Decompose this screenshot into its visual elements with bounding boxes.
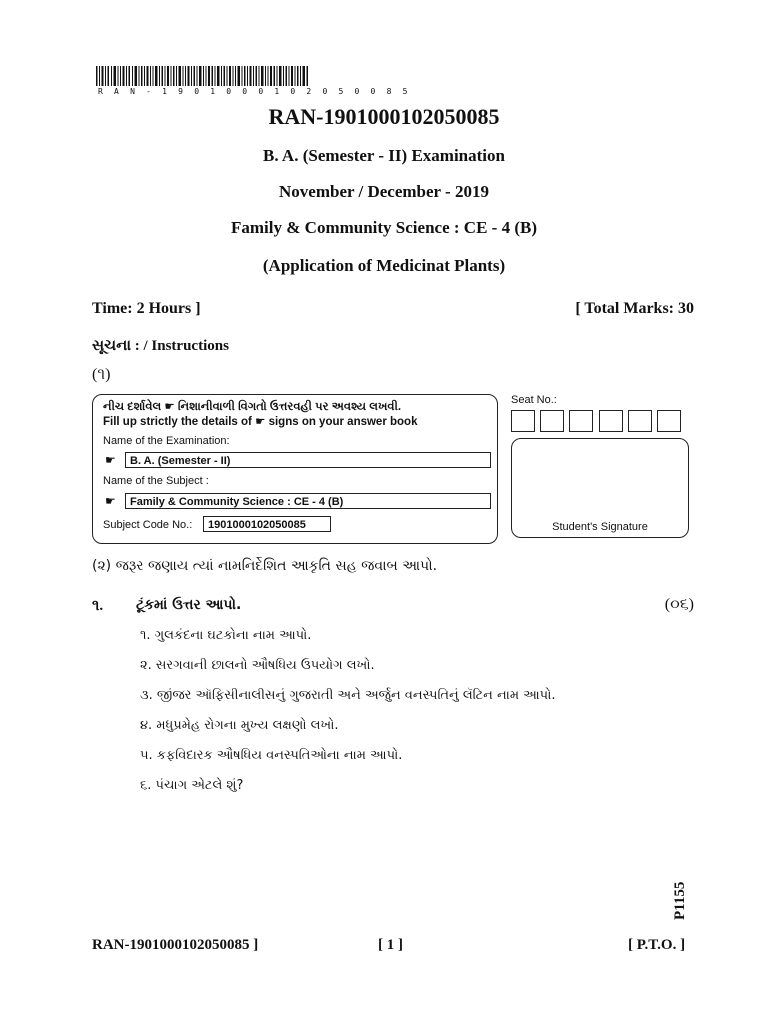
seat-number-boxes: [511, 410, 687, 432]
seat-digit-box: [569, 410, 593, 432]
exam-name-label: Name of the Examination:: [103, 435, 230, 447]
question-item: ૨. સરગવાની છાલનો ઔષધિય ઉપયોગ લખો.: [140, 658, 375, 673]
paper-code: RAN-1901000102050085: [268, 104, 500, 129]
signature-box: [511, 438, 689, 538]
subject-name-label: Name of the Subject :: [103, 475, 209, 487]
pointing-hand-icon: ☛: [105, 494, 116, 508]
barcode-text: R A N - 1 9 0 1 0 0 0 1 0 2 0 5 0 0 8 5: [98, 87, 411, 96]
question-item: ૬. પંચાગ એટલે શું?: [140, 778, 244, 793]
question-item: ૧. ગુલકંદના ઘટકોના નામ આપો.: [140, 628, 312, 643]
pointing-hand-icon: ☛: [105, 453, 116, 467]
question-item: ૫. કફવિદારક ઔષધિય વનસ્પતિઓના નામ આપો.: [140, 748, 403, 763]
pto-label: [ P.T.O. ]: [628, 937, 686, 953]
page-number: [ 1 ]: [378, 937, 403, 953]
form-instruction-gujarati: નીચ દર્શાવેલ ☛ નિશાનીવાળી વિગતો ઉત્તરવહી પર અવશ્ય લખવી.: [103, 401, 402, 413]
form-instruction-english: Fill up strictly the details of ☛ signs on your answer book: [103, 416, 418, 428]
instructions-heading: સૂચના : / Instructions: [92, 338, 229, 354]
subject-code-field: 1901000102050085: [203, 516, 331, 532]
seat-number-label: Seat No.:: [511, 394, 557, 406]
side-code: P1155: [672, 881, 688, 920]
time-allowed: Time: 2 Hours ]: [92, 300, 201, 317]
question-item: ૩. જીંજર ઑફિસીનાલીસનું ગુજરાતી અને અર્જુન વનસ્પતિનું લૅટિન નામ આપો.: [140, 688, 556, 703]
exam-name-field: B. A. (Semester - II): [125, 452, 491, 468]
seat-digit-box: [540, 410, 564, 432]
footer-paper-code: RAN-1901000102050085 ]: [92, 937, 259, 953]
signature-label: Student's Signature: [552, 521, 648, 533]
total-marks: [ Total Marks: 30: [575, 300, 694, 317]
subject-code-label: Subject Code No.:: [103, 519, 193, 531]
seat-digit-box: [511, 410, 535, 432]
question-number: ૧.: [92, 598, 104, 614]
seat-digit-box: [657, 410, 681, 432]
paper-title: (Application of Medicinat Plants): [262, 256, 506, 275]
instruction-1-number: (૧): [92, 366, 111, 383]
seat-digit-box: [599, 410, 623, 432]
question-item: ૪. મધુપ્રમેહ રોગના મુખ્ય લક્ષણો લખો.: [140, 718, 339, 733]
instruction-2: (૨) જરૂર જણાય ત્યાં નામનિર્દેશિત આકૃતિ સહ જવાબ આપો.: [92, 558, 438, 574]
question-title: ટૂંકમાં ઉત્તર આપો.: [136, 597, 242, 613]
exam-session: November / December - 2019: [279, 182, 489, 201]
subject-name-field: Family & Community Science : CE - 4 (B): [125, 493, 491, 509]
seat-digit-box: [628, 410, 652, 432]
question-marks: (૦૬): [664, 596, 694, 613]
subject-title: Family & Community Science : CE - 4 (B): [231, 218, 537, 237]
barcode: [96, 66, 308, 86]
exam-title: B. A. (Semester - II) Examination: [263, 146, 505, 165]
details-form: [92, 394, 498, 544]
